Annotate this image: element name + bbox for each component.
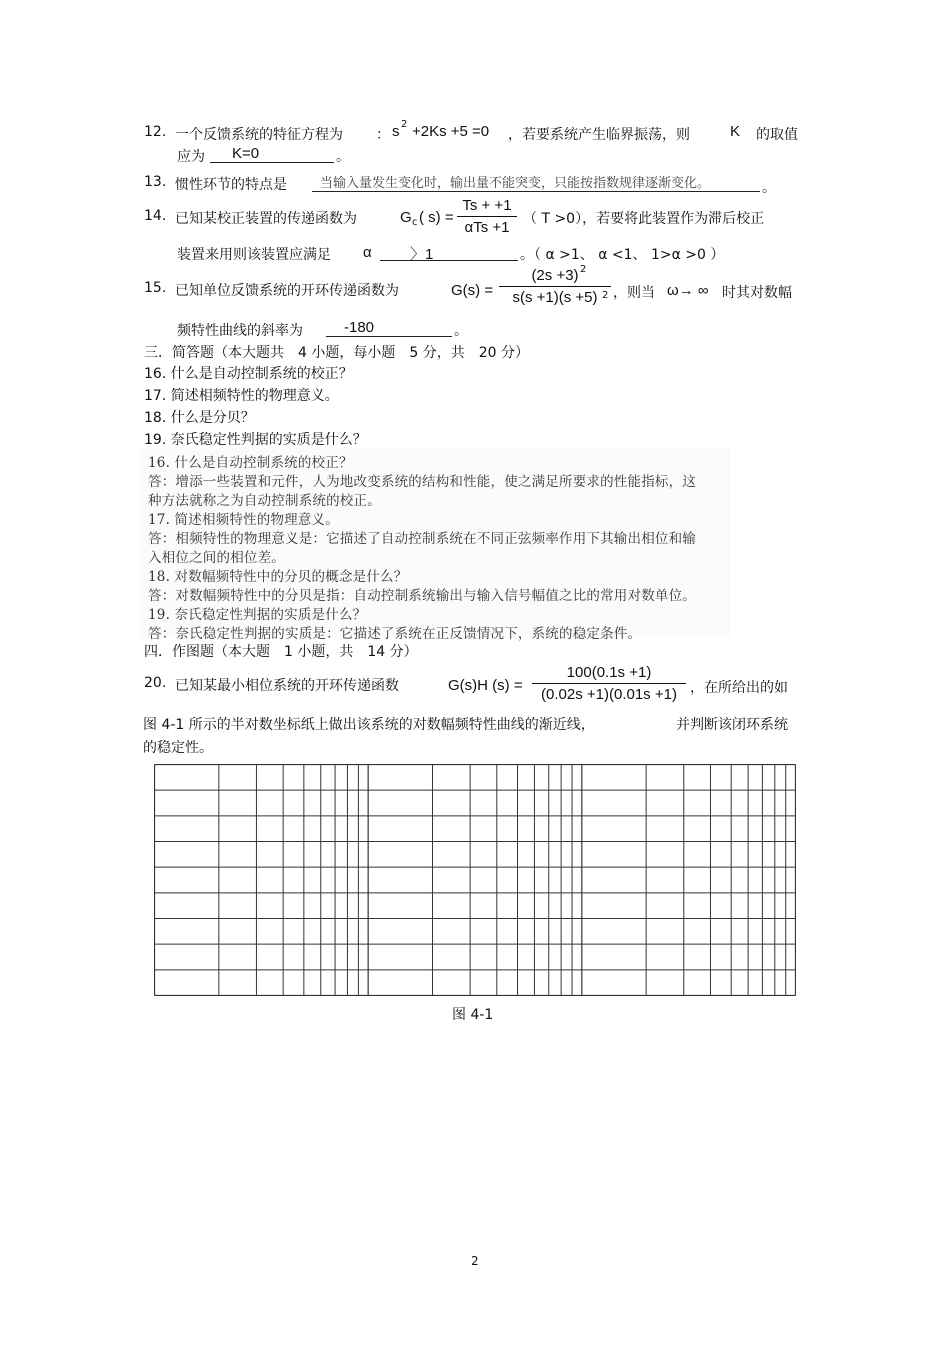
q14-number: 14. bbox=[144, 208, 167, 224]
scanned-answer-line: 16. 什么是自动控制系统的校正？ bbox=[148, 455, 353, 471]
q15-fraction-bar bbox=[499, 286, 611, 287]
q13-answer-blank bbox=[312, 171, 760, 192]
q20-gh: G(s)H (s) = bbox=[448, 677, 523, 694]
q12-end: 。 bbox=[336, 149, 350, 165]
scanned-answer-line: 种方法就称之为自动控制系统的校正。 bbox=[148, 493, 381, 509]
q14-gc: G bbox=[400, 209, 412, 226]
q12-eq-rest: +2Ks +5 =0 bbox=[412, 123, 490, 140]
q13-text: 惯性环节的特点是 bbox=[175, 177, 287, 193]
q14-gc-arg: ( s) = bbox=[419, 209, 454, 226]
q20-numerator: 100(0.1s +1) bbox=[566, 664, 652, 681]
q15-answer: -180 bbox=[344, 319, 375, 336]
q14-alpha: α bbox=[363, 244, 372, 261]
q12-k: K bbox=[730, 123, 741, 140]
q20-denominator: (0.02s +1)(0.01s +1) bbox=[541, 686, 677, 703]
q15-number: 15. bbox=[144, 280, 167, 296]
q15-end: 。 bbox=[454, 323, 468, 339]
q20-number: 20. bbox=[144, 675, 167, 691]
q14-numerator: Ts + +1 bbox=[462, 197, 512, 214]
q20-line3: 的稳定性。 bbox=[143, 740, 213, 756]
q20-text: 已知某最小相位系统的开环传递函数 bbox=[175, 678, 399, 694]
scanned-answer-line: 答：对数幅频特性中的分贝是指：自动控制系统输出与输入信号幅值之比的常用对数单位。 bbox=[148, 588, 696, 604]
q12-text: 一个反馈系统的特征方程为 bbox=[175, 127, 343, 143]
q12-eq-sup: 2 bbox=[401, 119, 408, 130]
q14-fraction-bar bbox=[457, 216, 517, 217]
q14-gc-sub: c bbox=[412, 217, 418, 228]
q14-text: 已知某校正装置的传递函数为 bbox=[175, 211, 357, 227]
q20-fraction bbox=[532, 664, 686, 703]
q14-answer-blank bbox=[380, 243, 518, 261]
q14-line2-prefix: 装置来用则该装置应满足 bbox=[177, 247, 331, 263]
scanned-answer-line: 入相位之间的相位差。 bbox=[148, 550, 285, 566]
q15-text3: 时其对数幅 bbox=[722, 285, 792, 301]
q14-denominator: αTs +1 bbox=[464, 219, 510, 236]
q12-number: 12. bbox=[144, 124, 167, 140]
q20-line2b: 并判断该闭环系统 bbox=[676, 717, 788, 733]
q13-end: 。 bbox=[762, 180, 776, 196]
q15-den-sup: 2 bbox=[602, 290, 609, 301]
q12-line2-prefix: 应为 bbox=[177, 149, 205, 165]
q12-text2: ，若要系统产生临界振荡，则 bbox=[508, 127, 690, 143]
q18: 18. 什么是分贝？ bbox=[144, 410, 255, 426]
scanned-answer-line: 答：增添一些装置和元件，人为地改变系统的结构和性能，使之满足所要求的性能指标，这 bbox=[148, 474, 696, 490]
q15-gs: G(s) = bbox=[451, 282, 494, 299]
scanned-answer-line: 17. 简述相频特性的物理意义。 bbox=[148, 512, 339, 528]
figure-caption: 图 4-1 bbox=[452, 1007, 494, 1023]
q20-fraction-bar bbox=[532, 683, 686, 684]
q13-answer: 当输入量发生变化时，输出量不能突变，只能按指数规律逐渐变化。 bbox=[320, 176, 711, 191]
q19: 19. 奈氏稳定性判据的实质是什么？ bbox=[144, 432, 367, 448]
q12-eq-s: s bbox=[392, 123, 400, 140]
scanned-answer-line: 19. 奈氏稳定性判据的实质是什么？ bbox=[148, 607, 367, 623]
q15-denominator: s(s +1)(s +5) bbox=[512, 289, 598, 306]
q15-text: 已知单位反馈系统的开环传递函数为 bbox=[175, 283, 399, 299]
q15-fraction bbox=[499, 267, 611, 306]
q12-answer-blank bbox=[210, 145, 334, 163]
scanned-answer-line: 答：奈氏稳定性判据的实质是：它描述了系统在正反馈情况下，系统的稳定条件。 bbox=[148, 626, 642, 642]
q15-omega: ω→ ∞ bbox=[667, 282, 709, 299]
q13-number: 13. bbox=[144, 174, 167, 190]
q12-colon: ： bbox=[376, 127, 390, 143]
q15-text2: ，则当 bbox=[613, 285, 655, 301]
scanned-answer-line: 18. 对数幅频特性中的分贝的概念是什么？ bbox=[148, 569, 408, 585]
q20-line2a: 图 4-1 所示的半对数坐标纸上做出该系统的对数幅频特性曲线的渐近线， bbox=[143, 717, 595, 733]
q20-text2: ，在所给出的如 bbox=[690, 680, 788, 696]
semilog-graph-paper bbox=[154, 764, 796, 996]
q14-answer: 〉1 bbox=[410, 246, 434, 263]
section3-heading: 三．简答题（本大题共 4 小题，每小题 5 分，共 20 分） bbox=[144, 345, 529, 361]
q15-num-sup: 2 bbox=[580, 264, 587, 275]
section4-heading: 四．作图题（本大题 1 小题，共 14 分） bbox=[144, 644, 418, 660]
q15-line2-prefix: 频特性曲线的斜率为 bbox=[177, 323, 303, 339]
q17: 17. 简述相频特性的物理意义。 bbox=[144, 388, 339, 404]
page-number: 2 bbox=[471, 1254, 479, 1268]
scanned-answer-line: 答：相频特性的物理意义是：它描述了自动控制系统在不同正弦频率作用下其输出相位和输 bbox=[148, 531, 696, 547]
q12-answer: K=0 bbox=[232, 145, 260, 162]
q16: 16. 什么是自动控制系统的校正？ bbox=[144, 366, 353, 382]
q15-numerator: (2s +3) bbox=[531, 267, 579, 284]
q14-fraction bbox=[457, 197, 517, 236]
q14-options: 。（ α >1、 α <1、 1>α >0 ） bbox=[520, 247, 725, 263]
q15-answer-blank bbox=[326, 319, 452, 337]
q12-text3: 的取值 bbox=[756, 127, 798, 143]
q14-condition: （ T >0），若要将此装置作为滞后校正 bbox=[523, 211, 765, 227]
